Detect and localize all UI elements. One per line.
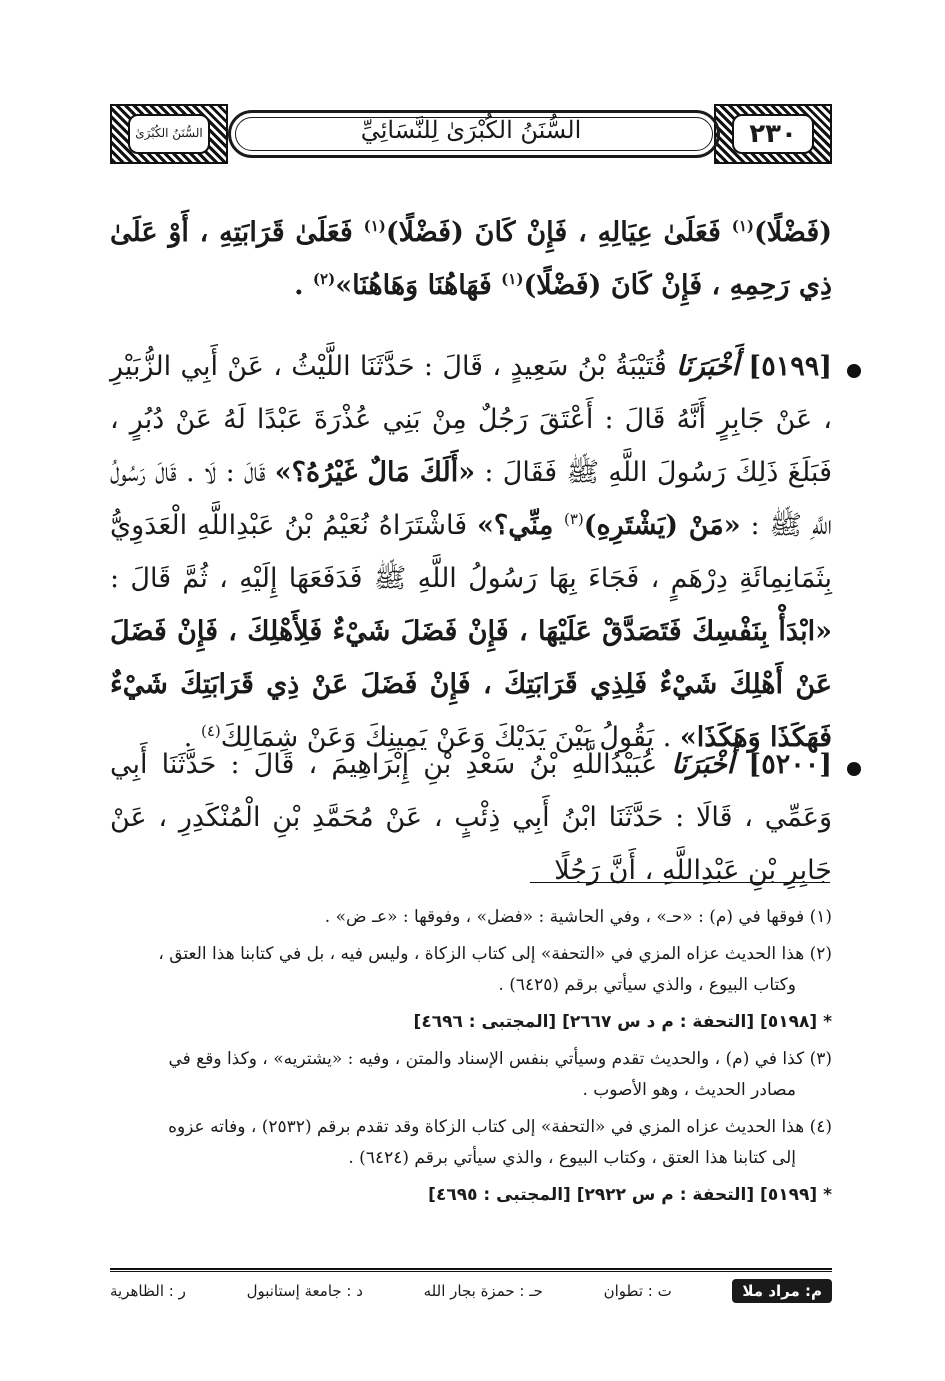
- akhbarana: أَخْبَرَنَا: [671, 749, 735, 780]
- siglum-m: م: مراد ملا: [732, 1279, 832, 1303]
- footnote-ref: (١): [731, 217, 755, 235]
- text: .: [183, 722, 201, 753]
- takhrij-5199: [110, 1180, 832, 1211]
- siglum-d: د : جامعة إستانبول: [246, 1282, 363, 1300]
- footnote-ref: (٢): [312, 270, 336, 288]
- manuscript-sigla: [110, 1276, 832, 1306]
- hadith-number: [٥١٩٩]: [748, 351, 832, 382]
- prophetic-quote: «مَنْ (يَشْتَرِهِ): [583, 510, 741, 541]
- akhbarana: أَخْبَرَنَا: [676, 351, 740, 382]
- footnote-text: مصادر الحديث ، وهو الأصوب .: [582, 1080, 796, 1100]
- seal-logo: السُّنَنُ الكُبْرَىٰ: [135, 126, 203, 141]
- footnote-2: [110, 939, 832, 1001]
- footnote-text: (١) فوقها في (م) : «حـ» ، وفي الحاشية : «فضل» ، وفوقها : «عـ ض» .: [324, 907, 832, 927]
- star-symbol: *: [823, 1185, 832, 1205]
- page-header: [110, 104, 832, 164]
- hadith-5199: [110, 340, 832, 764]
- continuation-paragraph: [110, 206, 832, 312]
- text: عُبَيْدُاللَّهِ بْنُ سَعْدِ بْنِ إِبْرَاهِيمَ ، قَالَ : حَدَّثَنَا أَبِي وَعَمِّي ، قَالَا : حَدَّثَنَا ابْنُ أَبِي ذِئْبٍ ، عَنْ مُحَمَّدِ بْنِ الْمُنْكَدِرِ ، عَنْ جَابِرِ بْنِ عَبْدِاللَّهِ ، أَنَّ رَجُلًا: [110, 749, 832, 886]
- footnote-3: [110, 1044, 832, 1106]
- hadith-bullet: [847, 762, 861, 776]
- takhrij-text: [٥١٩٨] [التحفة : م د س ٢٦٦٧] [المجتبى : ٤٦٩٦]: [413, 1012, 818, 1032]
- page-number: ٢٣٠: [749, 119, 797, 149]
- siglum-r: ر : الظاهرية: [110, 1282, 186, 1300]
- hadith-bullet: [847, 364, 861, 378]
- prophetic-quote: «ابْدَأْ بِنَفْسِكَ فَتَصَدَّقْ عَلَيْهَا ، فَإِنْ فَضَلَ شَيْءٌ فَلِأَهْلِكَ ، فَإِنْ فَضَلَ عَنْ أَهْلِكَ شَيْءٌ فَلِذِي قَرَابَتِكَ ، فَإِنْ فَضَلَ عَنْ ذِي قَرَابَتِكَ شَيْءٌ فَهَكَذَا وَهَكَذَا»: [110, 616, 832, 753]
- footnote-text: إلى كتابنا هذا العتق ، وكتاب البيوع ، والذي سيأتي برقم (٦٤٢٤) .: [348, 1148, 796, 1168]
- siglum-t: ت : تطوان: [603, 1282, 672, 1300]
- footnote-divider: [530, 882, 830, 883]
- hadith-number: [٥٢٠٠]: [748, 749, 832, 780]
- siglum-h: حـ : حمزة بجار الله: [423, 1282, 543, 1300]
- takhrij-text: [٥١٩٩] [التحفة : م س ٢٩٢٢] [المجتبى : ٤٦٩٥]: [428, 1185, 818, 1205]
- text: فَعَلَىٰ قَرَابَتِهِ ، أَوْ عَلَىٰ ذِي رَحِمِهِ ، فَإِنْ كَانَ (فَضْلًا): [110, 217, 832, 301]
- bottom-rule: [110, 1268, 832, 1270]
- footnote-text: (٢) هذا الحديث عزاه المزي في «التحفة» إلى كتاب الزكاة ، وليس فيه ، بل في كتابنا هذا العتق ،: [158, 944, 832, 964]
- footnote-4: [110, 1112, 832, 1174]
- book-title: السُّنَنُ الكُبْرَىٰ لِلنَّسَائِيِّ: [360, 116, 582, 144]
- footnote-ref: (١): [363, 217, 386, 235]
- footnote-text: (٣) كذا في (م) ، والحديث تقدم وسيأتي بنفس الإسناد والمتن ، وفيه : «يشتريه» ، وكذا وقع في: [168, 1049, 832, 1069]
- footnote-text: (٤) هذا الحديث عزاه المزي في «التحفة» إلى كتاب الزكاة وقد تقدم برقم (٢٥٣٢) ، وفاته عزوه: [168, 1117, 832, 1137]
- text: فَهَاهُنَا وَهَاهُنَا»: [335, 270, 502, 301]
- text: فَاشْتَرَاهُ نُعَيْمُ بْنُ عَبْدِاللَّهِ الْعَدَوِيُّ بِثَمَانِمِائَةِ دِرْهَمٍ ، فَجَاءَ بِهَا رَسُولُ اللَّهِ ﷺ فَدَفَعَهَا إِلَيْهِ ، ثُمَّ قَالَ :: [110, 510, 832, 594]
- footnote-ref: (٣): [563, 510, 584, 528]
- seal-ornament: [110, 104, 228, 164]
- text: قَالَ : لَا . قَالَ رَسُولُ اللَّهِ ﷺ :: [110, 457, 832, 541]
- footnotes: [110, 902, 832, 1217]
- text: فَعَلَىٰ عِيَالِهِ ، فَإِنْ كَانَ (فَضْلًا): [385, 217, 732, 248]
- footnote-ref: (٤): [200, 722, 221, 740]
- bottom-rule: [110, 1271, 832, 1272]
- takhrij-5198: [110, 1007, 832, 1038]
- hadith-5200: [110, 738, 832, 897]
- prophetic-quote: مِنِّي؟»: [476, 510, 564, 541]
- text: قُتَيْبَةُ بْنُ سَعِيدٍ ، قَالَ : حَدَّثَنَا اللَّيْثُ ، عَنْ أَبِي الزُّبَيْرِ ، عَنْ جَابِرٍ أَنَّهُ قَالَ : أَعْتَقَ رَجُلٌ مِنْ بَنِي عُذْرَةَ عَبْدًا لَهُ عَنْ دُبُرٍ ، فَبَلَغَ ذَلِكَ رَسُولَ اللَّهِ ﷺ فَقَالَ :: [110, 351, 832, 488]
- text: .: [294, 270, 313, 301]
- text: . يَقُولُ بَيْنَ يَدَيْكَ وَعَنْ يَمِينِكَ وَعَنْ شِمَالِكَ: [220, 722, 680, 753]
- footnote-ref: (١): [501, 270, 524, 288]
- footnote-text: وكتاب البيوع ، والذي سيأتي برقم (٦٤٢٥) .: [498, 975, 796, 995]
- text: (فَضْلًا): [754, 217, 832, 248]
- prophetic-quote: «أَلَكَ مَالٌ غَيْرُهُ؟»: [274, 457, 476, 488]
- footnote-1: [110, 902, 832, 933]
- star-symbol: *: [823, 1012, 832, 1032]
